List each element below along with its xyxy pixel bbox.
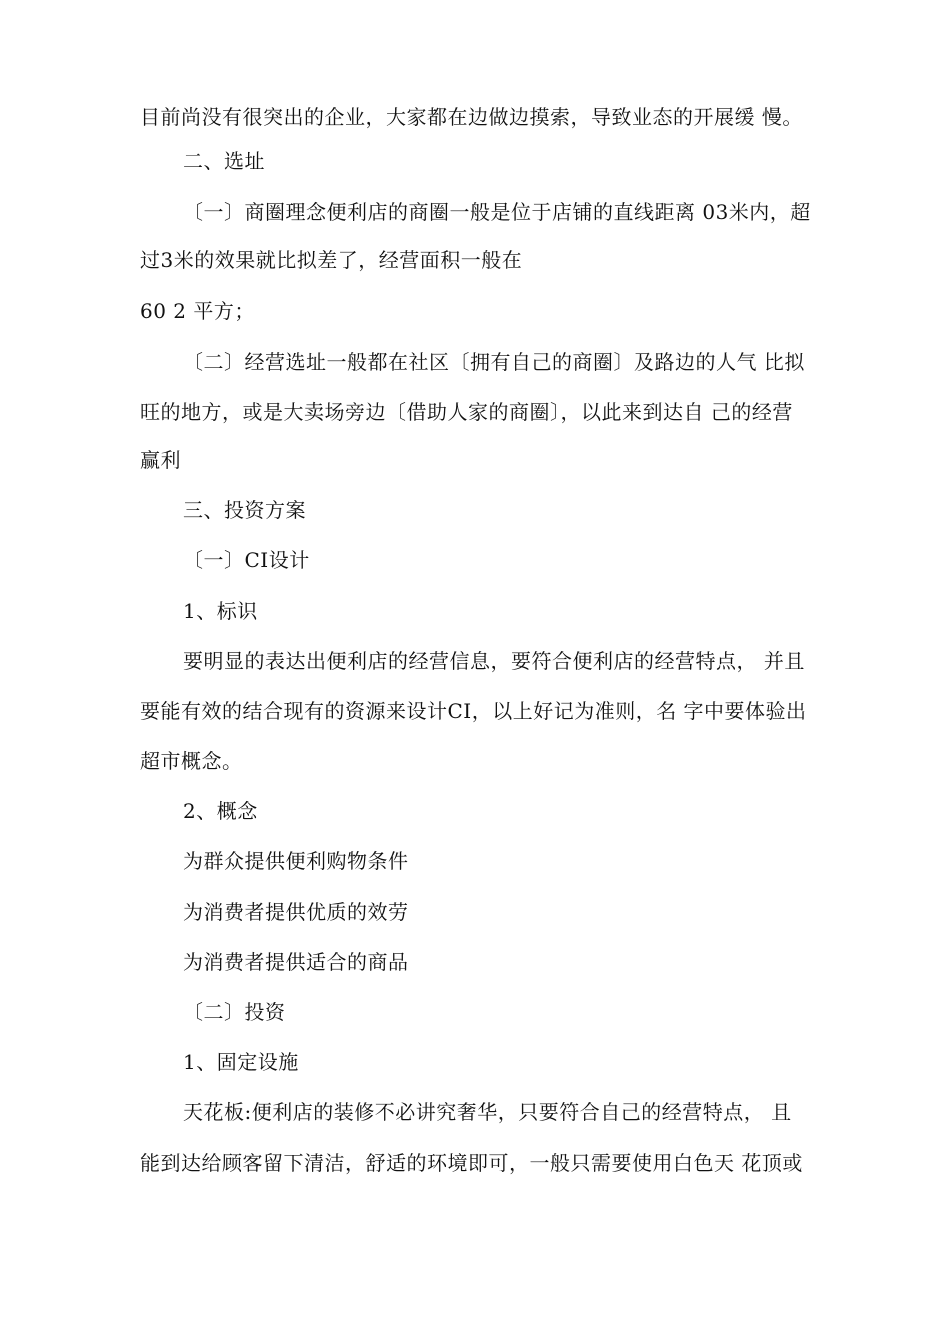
concept-line: 为群众提供便利购物条件	[183, 849, 409, 873]
subsection-heading-investment: 〔二〕投资	[183, 1000, 286, 1024]
item-heading-concept: 2、概念	[183, 799, 258, 823]
paragraph-line: 〔二〕经营选址一般都在社区〔拥有自己的商圈〕及路边的人气 比拟	[183, 350, 805, 374]
paragraph-line: 目前尚没有很突出的企业，大家都在边做边摸索，导致业态的开展缓 慢。	[140, 105, 803, 129]
paragraph-line: 超市概念。	[140, 749, 243, 773]
paragraph-line: 60 2 平方；	[140, 299, 255, 323]
item-heading-fixed-facilities: 1、固定设施	[183, 1050, 299, 1074]
paragraph-line: 天花板:便利店的装修不必讲究奢华，只要符合自己的经营特点， 且	[183, 1100, 792, 1124]
paragraph-line: 〔一〕商圈理念便利店的商圈一般是位于店铺的直线距离 03米内，超	[183, 200, 811, 224]
section-heading-investment-plan: 三、投资方案	[183, 498, 306, 522]
section-heading-site-selection: 二、选址	[183, 149, 265, 173]
subsection-heading-ci-design: 〔一〕CI设计	[183, 548, 310, 572]
paragraph-line: 要明显的表达出便利店的经营信息，要符合便利店的经营特点， 并且	[183, 649, 805, 673]
item-heading-logo: 1、标识	[183, 599, 258, 623]
paragraph-line: 旺的地方，或是大卖场旁边〔借助人家的商圈〕，以此来到达自 己的经营	[140, 400, 793, 424]
paragraph-line: 能到达给顾客留下清洁，舒适的环境即可，一般只需要使用白色天 花顶或	[140, 1151, 803, 1175]
concept-line: 为消费者提供优质的效劳	[183, 900, 409, 924]
paragraph-line: 要能有效的结合现有的资源来设计CI，以上好记为准则，名 字中要体验出	[140, 699, 807, 723]
paragraph-line: 赢利	[140, 448, 181, 472]
concept-line: 为消费者提供适合的商品	[183, 950, 409, 974]
paragraph-line: 过3米的效果就比拟差了，经营面积一般在	[140, 248, 523, 272]
